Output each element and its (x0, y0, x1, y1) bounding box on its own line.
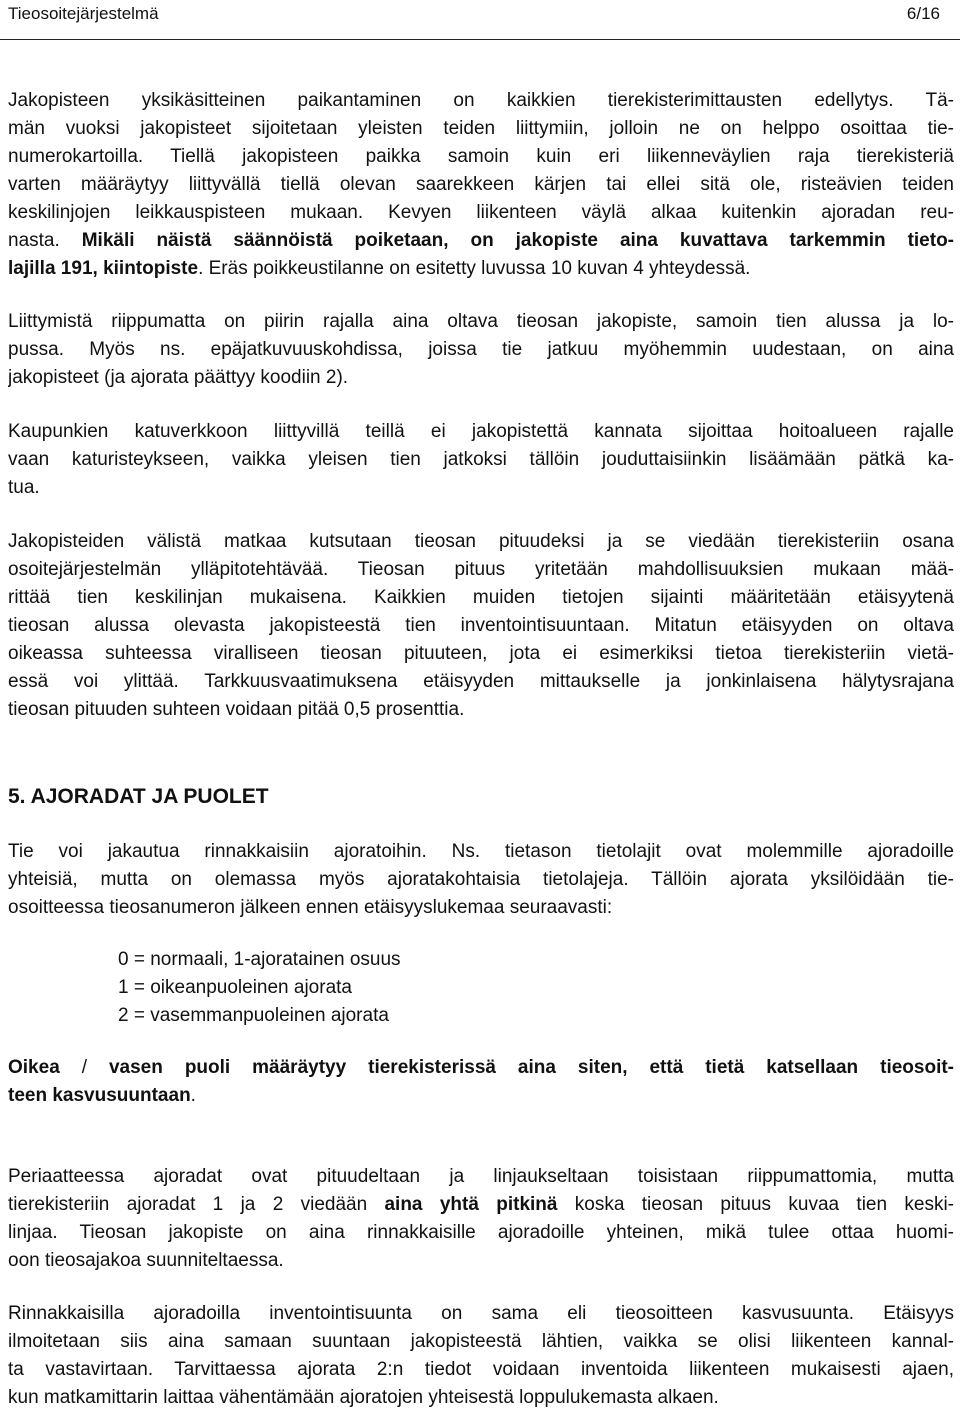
paragraph-jakopiste-location (8, 87, 954, 283)
text-line (8, 1191, 954, 1219)
paragraph-section-length (8, 528, 954, 724)
text-segment: män vuoksi jakopisteet sijoitetaan yleisten teiden liittymiin, jolloin ne on helppo osoittaa tie- (8, 118, 954, 139)
text-line: osoitejärjestelmän ylläpitotehtävää. Tieosan pituus yritetään mahdollisuuksien mukaan mää- (8, 559, 954, 580)
text-line: Kaupunkien katuverkkoon liittyvillä teillä ei jakopistettä kannata sijoittaa hoitoalueen rajalle (8, 421, 954, 442)
text-segment: . Eräs poikkeustilanne on esitetty luvussa 10 kuvan 4 yhteydessä. (198, 258, 751, 279)
text-segment: varten määräytyy liittyvällä tiellä olevan saarekkeen kärjen tai ellei sitä ole, risteävien teiden (8, 174, 954, 195)
text-segment: koska tieosan pituus kuvaa tien keski- (557, 1194, 954, 1215)
bold-text-segment: Mikäli näistä säännöistä poiketaan, on jakopiste aina kuvattava tarkemmin tieto- (81, 230, 954, 251)
text-line (8, 1082, 954, 1110)
text-line (8, 1163, 954, 1191)
text-line (8, 171, 954, 199)
text-line: essä voi ylittää. Tarkkuusvaatimuksena etäisyyden mittaukselle ja jonkinlaisena hälytysrajana (8, 671, 954, 692)
text-segment: linjaa. Tieosan jakopiste on aina rinnakkaisille ajoradoille yhteinen, mikä tulee ottaa huomi- (8, 1222, 954, 1243)
text-line: Rinnakkaisilla ajoradoilla inventointisuunta on sama eli tieosoitteen kasvusuunta. Etäisyys (8, 1303, 954, 1324)
text-segment: keskilinjojen leikkauspisteen mukaan. Kevyen liikenteen väylä alkaa kuitenkin ajoradan reu- (8, 202, 954, 223)
text-line (8, 115, 954, 143)
bold-text-segment: lajilla 191, kiintopiste (8, 258, 199, 279)
bold-text-segment: vasen puoli määräytyy tierekisterissä aina siten, että tietä katsellaan tieosoit- (108, 1057, 954, 1078)
section-title: 5. AJORADAT JA PUOLET (8, 785, 269, 808)
paragraph-side-rule (8, 1054, 954, 1110)
list-item: 1 = oikeanpuoleinen ajorata (118, 977, 352, 998)
text-segment: Periaatteessa ajoradat ovat pituudeltaan ja linjaukseltaan toisistaan riippumattomia, mutta (8, 1166, 954, 1187)
text-segment: nasta. (8, 230, 82, 251)
text-line (8, 199, 954, 227)
text-line: osoitteessa tieosanumeron jälkeen ennen etäisyyslukemaa seuraavasti: (8, 897, 613, 918)
carriageway-code-list (118, 946, 618, 1030)
paragraph-carriageways (8, 838, 954, 922)
text-segment: numerokartoilla. Tiellä jakopisteen paikka samoin kuin eri liikenneväylien raja tierekisteriä (8, 146, 954, 167)
page-number: 6/16 (906, 4, 940, 23)
paragraph-district-border (8, 308, 954, 392)
text-line: Tie voi jakautua rinnakkaisiin ajoratoihin. Ns. tietason tietolajit ovat molemmille ajoradoille (8, 841, 954, 862)
text-segment: Jakopisteen yksikäsitteinen paikantaminen on kaikkien tierekisterimittausten edellytys. Tä- (8, 90, 954, 111)
text-line (8, 255, 954, 283)
text-line: kun matkamittarin laittaa vähentämään ajoratojen yhteisestä loppulukemasta alkaen. (8, 1387, 719, 1408)
text-line: rittää tien keskilinjan mukaisena. Kaikkien muiden tietojen sijainti määritetään etäisyytenä (8, 587, 954, 608)
bold-text-segment: aina yhtä pitkinä (384, 1194, 558, 1215)
bold-text-segment: Oikea (8, 1057, 82, 1078)
text-line: tieosan pituuden suhteen voidaan pitää 0,5 prosenttia. (8, 699, 465, 720)
text-line: vaan katuristeykseen, vaikka yleisen tien jatkoksi tällöin jouduttaisiinkin lisäämään pätkä ka- (8, 449, 954, 470)
list-item: 0 = normaali, 1-ajoratainen osuus (118, 949, 401, 970)
text-line: tua. (8, 477, 40, 498)
text-line: Liittymistä riippumatta on piirin rajalla aina oltava tieosan jakopiste, samoin tien alussa ja lo- (8, 311, 954, 332)
text-segment: . (190, 1085, 196, 1106)
paragraph-city-streets (8, 418, 954, 502)
text-line: ta vastavirtaan. Tarvittaessa ajorata 2:n tiedot voidaan inventoida liikenteen mukaisesti ajaen, (8, 1359, 954, 1380)
text-line (8, 227, 954, 255)
text-segment: oon tieosajakoa suunniteltaessa. (8, 1250, 284, 1271)
text-line: tieosan alussa olevasta jakopisteestä tien inventointisuuntaan. Mitatun etäisyyden on oltava (8, 615, 954, 636)
text-line (8, 87, 954, 115)
text-line: ilmoitetaan siis aina samaan suuntaan jakopisteestä lähtien, vaikka se olisi liikenteen kannal- (8, 1331, 954, 1352)
document-title: Tieosoitejärjestelmä (8, 4, 159, 23)
text-line (8, 1219, 954, 1247)
paragraph-equal-length (8, 1163, 954, 1275)
text-line (8, 143, 954, 171)
list-item: 2 = vasemmanpuoleinen ajorata (118, 1005, 389, 1026)
text-segment: / (81, 1057, 109, 1078)
text-segment: tierekisteriin ajoradat 1 ja 2 viedään (8, 1194, 385, 1215)
text-line (8, 1054, 954, 1082)
section-heading (8, 783, 954, 811)
text-line: jakopisteet (ja ajorata päättyy koodiin 2). (8, 367, 349, 388)
paragraph-inventory-direction (8, 1300, 954, 1412)
bold-text-segment: teen kasvusuuntaan (8, 1085, 191, 1106)
text-line: yhteisiä, mutta on olemassa myös ajoratakohtaisia tietolajeja. Tällöin ajorata yksilöidään tie- (8, 869, 954, 890)
text-line: oikeassa suhteessa viralliseen tieosan pituuteen, jota ei esimerkiksi tietoa tierekisteriin vietä- (8, 643, 954, 664)
text-line (8, 1247, 954, 1275)
text-line: pussa. Myös ns. epäjatkuvuuskohdissa, joissa tie jatkuu myöhemmin uudestaan, on aina (8, 339, 954, 360)
text-line: Jakopisteiden välistä matkaa kutsutaan tieosan pituudeksi ja se viedään tierekisteriin osana (8, 531, 954, 552)
